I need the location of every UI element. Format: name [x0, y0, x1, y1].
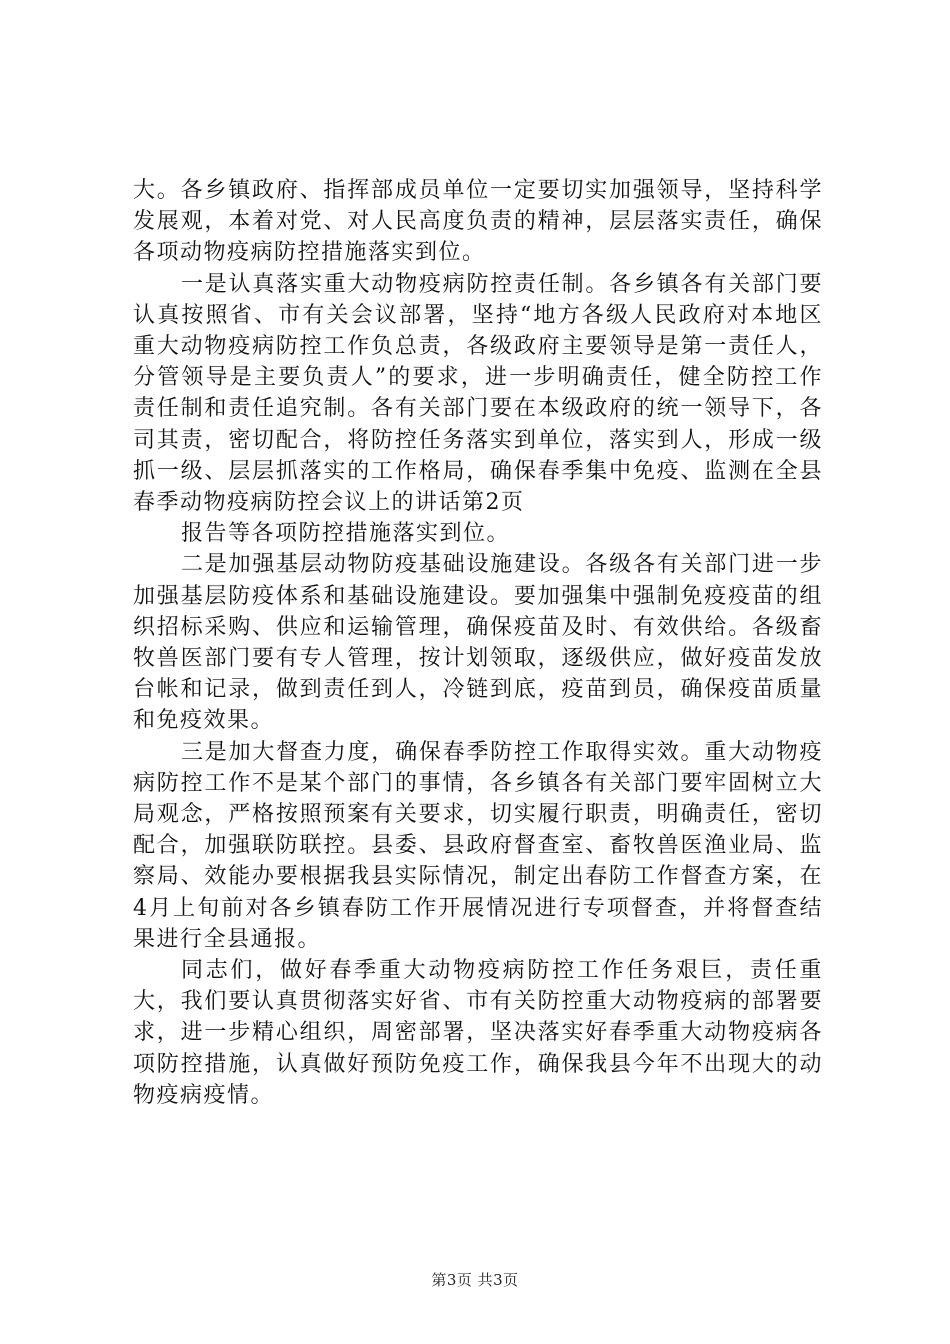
page-number: 第3页 共3页 — [431, 1271, 519, 1289]
paragraph-continuation: 大。各乡镇政府、指挥部成员单位一定要切实加强领导，坚持科学发展观，本着对党、对人民高度负责的精神，层层落实责任，确保各项动物疫病防控措施落实到位。 — [133, 178, 823, 266]
paragraph-report-continuation: 报告等各项防控措施落实到位。 — [181, 521, 511, 547]
paragraph-responsibility-system: 一是认真落实重大动物疫病防控责任制。各乡镇各有关部门要认真按照省、市有关会议部署，坚持“地方各级人民政府对本地区重大动物疫病防控工作负总责，各级政府主要领导是第一责任人，分管领导是主要负责人”的要求，进一步明确责任，健全防控工作责任制和责任追究制。各有关部门要在本级政府的统一领导下，各司其责，密切配合，将防控任务落实到单位，落实到人，形成一级抓一级、层层抓落实的工作格局，确保春季集中免疫、监测在全县春季动物疫病防控会议上的讲话第2页 — [133, 271, 823, 516]
page-footer — [0, 1271, 950, 1289]
document-body — [133, 175, 823, 1111]
paragraph-closing: 同志们，做好春季重大动物疫病防控工作任务艰巨，责任重大，我们要认真贯彻落实好省、市有关防控重大动物疫病的部署要求，进一步精心组织，周密部署，坚决落实好春季重大动物疫病各项防控措施，认真做好预防免疫工作，确保我县今年不出现大的动物疫病疫情。 — [133, 958, 823, 1108]
paragraph-infrastructure: 二是加强基层动物防疫基础设施建设。各级各有关部门进一步加强基层防疫体系和基础设施建设。要加强集中强制免疫疫苗的组织招标采购、供应和运输管理，确保疫苗及时、有效供给。各级畜牧兽医部门要有专人管理，按计划领取，逐级供应，做好疫苗发放台帐和记录，做到责任到人，冷链到底，疫苗到员，确保疫苗质量和免疫效果。 — [133, 552, 823, 734]
paragraph-supervision: 三是加大督查力度，确保春季防控工作取得实效。重大动物疫病防控工作不是某个部门的事情，各乡镇各有关部门要牢固树立大局观念，严格按照预案有关要求，切实履行职责，明确责任，密切配合，加强联防联控。县委、县政府督查室、畜牧兽医渔业局、监察局、效能办要根据我县实际情况，制定出春防工作督查方案，在4月上旬前对各乡镇春防工作开展情况进行专项督查，并将督查结果进行全县通报。 — [133, 739, 823, 952]
